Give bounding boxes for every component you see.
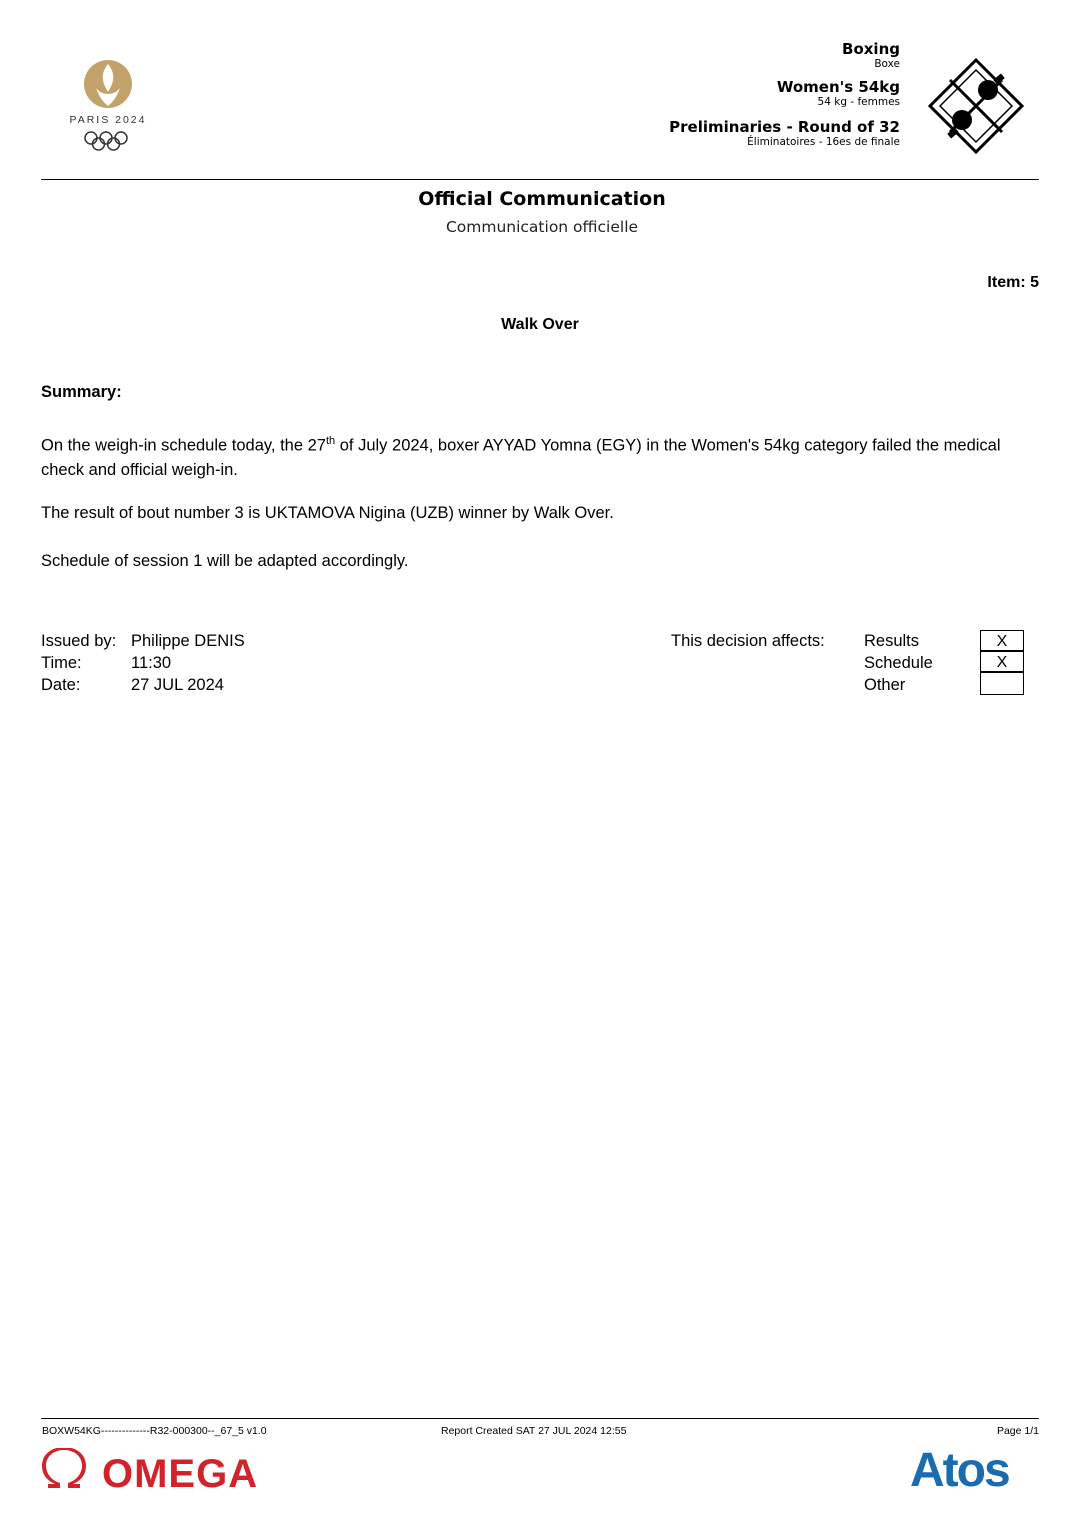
phase-name-fr: Éliminatoires - 16es de finale (747, 136, 900, 148)
event-header (669, 40, 900, 149)
footer-divider (41, 1418, 1039, 1419)
document-code: BOXW54KG--------------R32-000300--_67_5 v1.0 (42, 1425, 267, 1437)
summary-heading: Summary: (41, 383, 122, 401)
item-number: Item: 5 (987, 274, 1039, 291)
date-value: 27 JUL 2024 (131, 676, 224, 694)
time-value: 11:30 (131, 654, 172, 672)
sport-name: Boxing (842, 40, 900, 58)
summary-paragraph-3: Schedule of session 1 will be adapted accordingly. (41, 552, 409, 570)
summary-paragraph-1: On the weigh-in schedule today, the 27th of July 2024, boxer AYYAD Yomna (EGY) in the Women's 54kg category failed the medical check and official weigh-in. (41, 435, 1001, 479)
report-created: Report Created SAT 27 JUL 2024 12:55 (441, 1425, 627, 1437)
page-number: Page 1/1 (996, 1425, 1039, 1437)
issued-by-label: Issued by: (41, 632, 117, 650)
date-label: Date: (41, 676, 81, 694)
issued-by-value: Philippe DENIS (131, 632, 245, 650)
paris-2024-wordmark: PARIS 2024 (69, 114, 147, 126)
affects-results-box: X (980, 630, 1024, 651)
atos-logo (908, 1442, 1042, 1492)
summary-paragraph-2: The result of bout number 3 is UKTAMOVA Nigina (UZB) winner by Walk Over. (41, 504, 614, 522)
omega-logo (40, 1448, 280, 1492)
phase-name: Preliminaries - Round of 32 (669, 118, 900, 136)
atos-wordmark: Atos (910, 1444, 1009, 1492)
affects-schedule-label: Schedule (864, 654, 933, 672)
document-title-fr: Communication officielle (445, 218, 639, 236)
event-name-fr: 54 kg - femmes (817, 96, 900, 108)
boxing-pictogram-icon (928, 58, 1024, 154)
affects-other-label: Other (864, 676, 906, 694)
affects-schedule-box: X (980, 651, 1024, 672)
header-divider (41, 179, 1039, 180)
olympic-rings-icon (82, 130, 130, 152)
affects-other-box (980, 672, 1024, 695)
sport-name-fr: Boxe (874, 58, 900, 70)
event-name: Women's 54kg (776, 78, 900, 96)
omega-wordmark: OMEGA (102, 1452, 259, 1492)
decision-affects-label: This decision affects: (671, 632, 825, 650)
affects-results-label: Results (864, 632, 920, 650)
document-title: Official Communication (418, 188, 666, 210)
time-label: Time: (41, 654, 82, 672)
communication-subject: Walk Over (501, 316, 579, 333)
